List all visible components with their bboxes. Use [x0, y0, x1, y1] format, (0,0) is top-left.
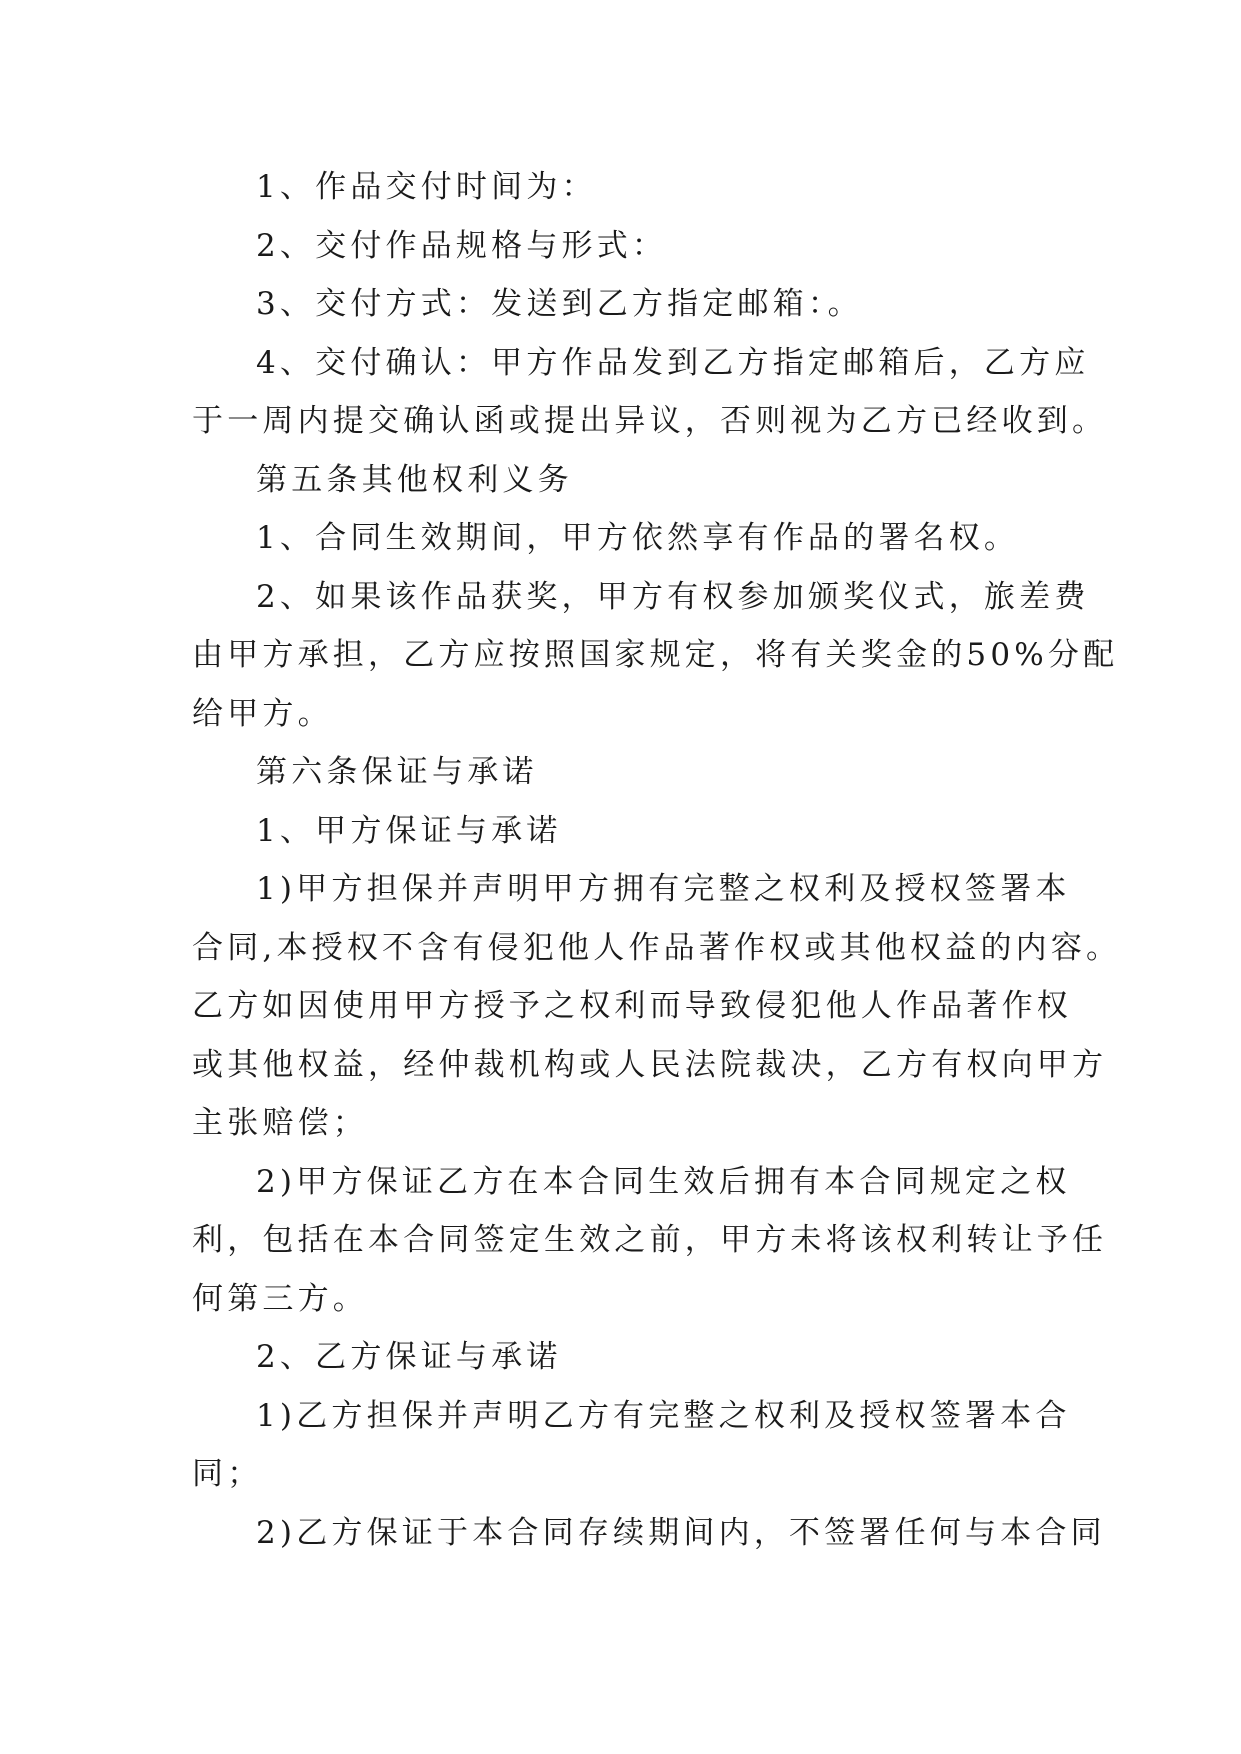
clause-line: 利，包括在本合同签定生效之前，甲方未将该权利转让予任 [192, 1222, 1108, 1258]
clause-line: 同； [192, 1456, 263, 1492]
clause-line: 给甲方。 [192, 695, 333, 732]
clause-line: 由甲方承担，乙方应按照国家规定，将有关奖金的50%分配 [192, 637, 1119, 673]
clause-line: 合同,本授权不含有侵犯他人作品著作权或其他权益的内容。 [192, 929, 1122, 966]
clause-line: 2、交付作品规格与形式： [256, 227, 668, 264]
clause-line: 2)乙方保证于本合同存续期间内，不签署任何与本合同 [256, 1514, 1106, 1551]
section-heading: 第五条其他权利义务 [256, 461, 573, 498]
clause-line: 3、交付方式：发送到乙方指定邮箱：。 [256, 286, 863, 322]
clause-line: 1、作品交付时间为： [256, 169, 597, 205]
section-heading: 第六条保证与承诺 [256, 754, 538, 790]
subsection-heading: 2、乙方保证与承诺 [256, 1339, 562, 1375]
clause-line: 1)乙方担保并声明乙方有完整之权利及授权签署本合 [256, 1397, 1071, 1434]
clause-line: 1、合同生效期间，甲方依然享有作品的署名权。 [256, 520, 1020, 556]
clause-line: 何第三方。 [192, 1280, 368, 1317]
document-body [192, 158, 1122, 1562]
clause-line: 主张赔偿； [192, 1105, 368, 1141]
clause-line: 2、如果该作品获奖，甲方有权参加颁奖仪式，旅差费 [256, 578, 1090, 615]
clause-line: 或其他权益，经仲裁机构或人民法院裁决，乙方有权向甲方 [192, 1046, 1108, 1083]
subsection-heading: 1、甲方保证与承诺 [256, 812, 562, 849]
clause-line: 4、交付确认：甲方作品发到乙方指定邮箱后，乙方应 [256, 344, 1090, 381]
clause-line: 于一周内提交确认函或提出异议，否则视为乙方已经收到。 [192, 403, 1108, 439]
clause-line: 1)甲方担保并声明甲方拥有完整之权利及授权签署本 [256, 871, 1071, 907]
clause-line: 乙方如因使用甲方授予之权利而导致侵犯他人作品著作权 [192, 988, 1072, 1024]
clause-line: 2)甲方保证乙方在本合同生效后拥有本合同规定之权 [256, 1163, 1071, 1200]
